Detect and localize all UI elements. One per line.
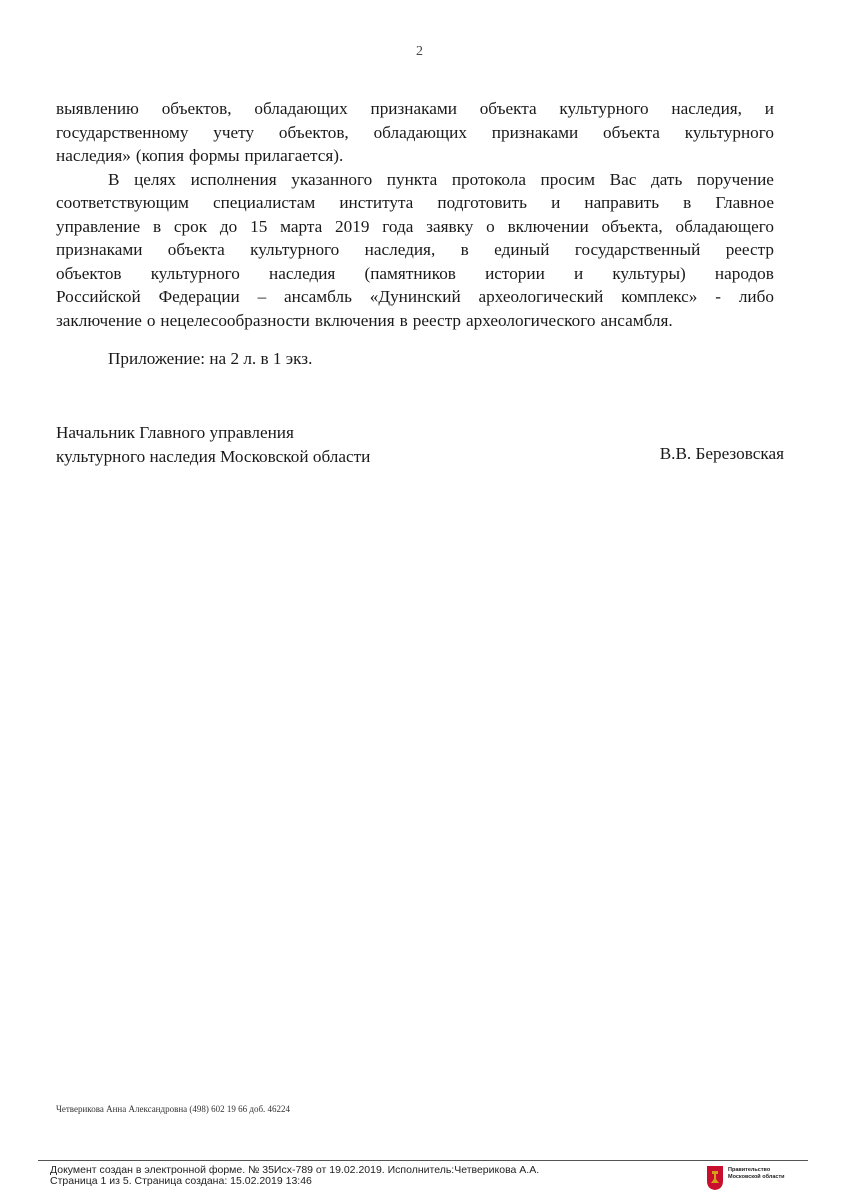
body-word: года [382, 216, 414, 236]
body-word: специалистам [212, 193, 316, 212]
body-word: до [219, 216, 238, 236]
body-line-1 [56, 97, 774, 121]
footer-info [50, 1165, 539, 1187]
body-word: учету [213, 122, 255, 142]
body-word: Главное [715, 193, 774, 212]
body-word: включения [314, 310, 395, 330]
body-word: археологического [466, 310, 596, 330]
body-word: государственному [56, 122, 189, 142]
body-word: наследия, [364, 240, 436, 259]
body-word: подготовить [437, 193, 527, 212]
body-word: марта [280, 216, 323, 236]
body-word: и [573, 263, 584, 283]
body-word: обладающих [373, 122, 467, 142]
body-line-2 [56, 121, 774, 145]
body-word: признаками [370, 99, 457, 118]
body-word: наследия, [671, 99, 742, 118]
body-word: объектов, [278, 122, 349, 142]
attachment-note: Приложение: на 2 л. в 1 экз. [108, 349, 313, 368]
body-word: просим [540, 169, 596, 189]
body-word: культурного [684, 122, 774, 142]
body-word: нецелесообразности [160, 310, 310, 330]
body-word: и [551, 193, 561, 212]
body-word: признаками [56, 240, 143, 259]
body-word: и [764, 99, 774, 118]
body-word: заявку [426, 216, 474, 236]
emblem-caption-line-1: Правительство [728, 1167, 771, 1173]
body-word: в [152, 216, 162, 236]
body-word: направить [584, 193, 660, 212]
body-word: прилагается). [244, 146, 344, 165]
body-word: культуры) [612, 263, 686, 283]
body-word: объекта [167, 240, 225, 259]
body-word: либо [738, 287, 774, 306]
body-word: выявлению [56, 99, 139, 118]
body-word: в [399, 310, 408, 330]
body-word: Российской [56, 287, 141, 306]
body-word: в [683, 193, 692, 212]
body-word: объектов, [161, 99, 232, 118]
body-line-9 [56, 285, 774, 309]
body-word: наследия» [56, 146, 131, 165]
body-word: комплекс» [621, 287, 698, 306]
page-number: 2 [416, 44, 423, 59]
body-line-4 [56, 168, 774, 192]
body-line-7 [56, 238, 774, 262]
body-word: культурного [250, 240, 340, 259]
body-word: поручение [696, 169, 774, 189]
letter-body [56, 97, 774, 332]
body-line-10 [56, 309, 774, 333]
body-word: культурного [150, 263, 240, 283]
emblem-caption-line-2: Московской области [728, 1174, 785, 1180]
body-word: объектов [56, 263, 122, 283]
body-word: обладающих [254, 99, 348, 118]
body-word: пункта [386, 169, 438, 189]
body-word: включении [507, 216, 589, 236]
body-word: формы [189, 146, 240, 165]
signatory-name: В.В. Березовская [659, 444, 784, 463]
body-word: срок [173, 216, 208, 236]
body-word: 15 [250, 216, 268, 236]
body-line-6 [56, 215, 774, 239]
body-word: объекта, [601, 216, 663, 236]
body-word: о [486, 216, 495, 236]
body-word: объекта [603, 122, 660, 142]
footer-divider [38, 1160, 808, 1161]
body-word: признаками [491, 122, 579, 142]
body-word: в [460, 240, 469, 259]
body-word: соответствующим [56, 193, 189, 212]
body-word: В [108, 169, 120, 189]
body-line-3 [56, 144, 774, 168]
body-word: реестр [725, 240, 774, 259]
body-word: управление [56, 216, 141, 236]
body-word: дать [651, 169, 683, 189]
body-word: единый [494, 240, 550, 259]
body-word: – [257, 287, 267, 306]
footer-line-1: Документ создан в электронной форме. № 35Исх-789 от 19.02.2019. Исполнитель:Четверикова А.А. [50, 1164, 540, 1176]
body-word: о [146, 310, 156, 330]
body-word: наследия [269, 263, 336, 283]
body-word: ансамбля. [600, 310, 673, 330]
body-line-5 [56, 191, 774, 215]
body-word: объекта [479, 99, 537, 118]
footer-line-2: Страница 1 из 5. Страница создана: 15.02.2019 13:46 [50, 1175, 312, 1187]
body-word: ансамбль [284, 287, 352, 306]
body-word: реестр [412, 310, 462, 330]
executor-contact: Четверикова Анна Александровна (498) 602 19 66 доб. 46224 [56, 1104, 291, 1114]
body-word: - [715, 287, 721, 306]
body-word: истории [485, 263, 545, 283]
body-line-8 [56, 262, 774, 286]
body-word: Вас [609, 169, 637, 189]
body-word: протокола [451, 169, 526, 189]
body-word: Федерации [158, 287, 240, 306]
moscow-region-emblem-icon [706, 1165, 724, 1191]
body-word: исполнения [190, 169, 277, 189]
body-word: «Дунинский [369, 287, 461, 306]
body-word: культурного [559, 99, 649, 118]
body-word: (копия [135, 146, 184, 165]
body-word: указанного [291, 169, 373, 189]
body-word: (памятников [364, 263, 456, 283]
body-word: целях [134, 169, 176, 189]
body-word: народов [714, 263, 774, 283]
emblem-caption [728, 1167, 785, 1181]
signatory-title-line-1: Начальник Главного управления [56, 423, 294, 442]
body-word: института [339, 193, 414, 212]
signatory-title [56, 421, 370, 468]
body-word: 2019 [335, 216, 370, 236]
signatory-title-line-2: культурного наследия Московской области [56, 446, 371, 466]
body-word: обладающего [675, 216, 774, 236]
body-word: археологический [478, 287, 604, 306]
body-word: государственный [574, 240, 701, 259]
body-word: заключение [56, 310, 142, 330]
